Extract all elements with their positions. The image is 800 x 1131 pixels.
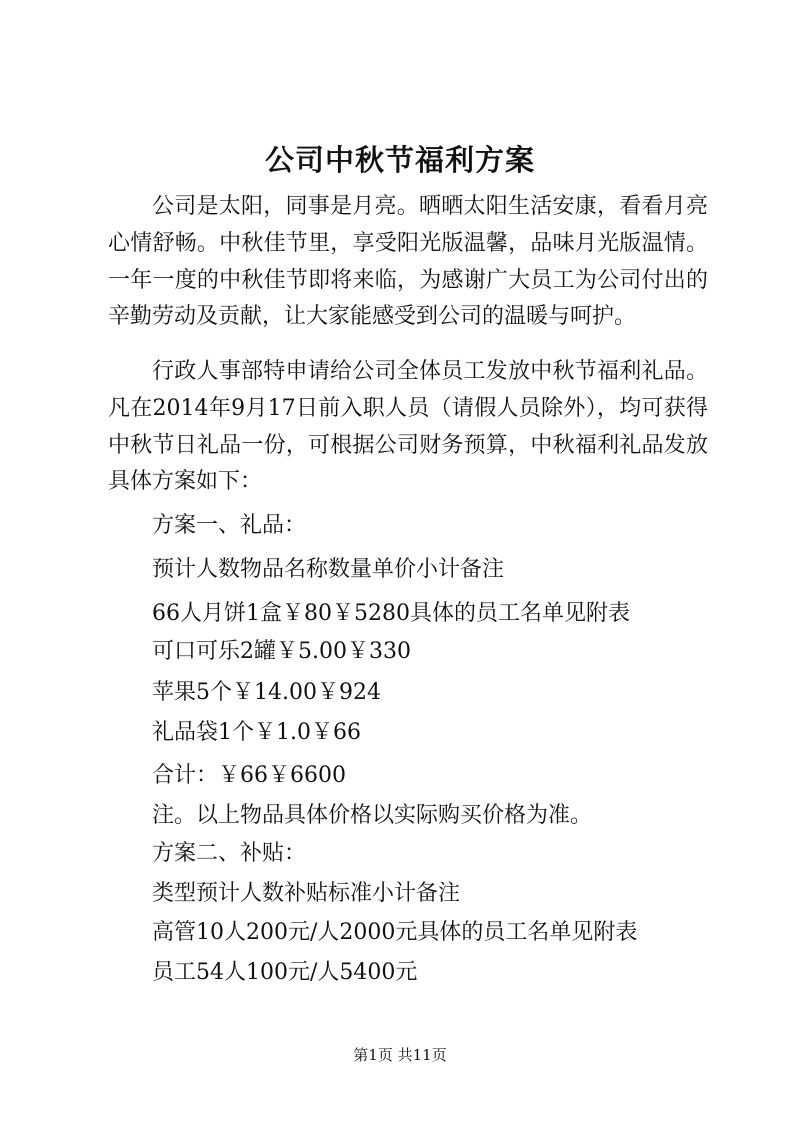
gift-row-bag: 礼品袋1个￥1.0￥66	[152, 720, 361, 745]
page-number: 第1页 共11页	[353, 1046, 447, 1064]
gift-total: 合计：￥66￥6600	[152, 763, 346, 788]
subsidy-row-executives: 高管10人200元/人2000元具体的员工名单见附表	[152, 920, 638, 945]
plan-two-heading: 方案二、补贴：	[152, 841, 307, 866]
subsidy-table-header: 类型预计人数补贴标准小计备注	[152, 881, 461, 906]
gift-row-cola: 可口可乐2罐￥5.00￥330	[152, 639, 411, 664]
gift-row-mooncake: 66人月饼1盒￥80￥5280具体的员工名单见附表	[152, 601, 630, 626]
gift-table-header: 预计人数物品名称数量单价小计备注	[152, 557, 505, 582]
gift-row-apple: 苹果5个￥14.00￥924	[152, 680, 381, 705]
document-title: 公司中秋节福利方案	[264, 143, 535, 177]
application-paragraph: 行政人事部特申请给公司全体员工发放中秋节福利礼品。凡在2014年9月17日前入职人员（请假人员除外），均可获得中秋节日礼品一份，可根据公司财务预算，中秋福利礼品发放具体方案如下：	[108, 359, 708, 495]
gift-note: 注。以上物品具体价格以实际购买价格为准。	[152, 803, 593, 828]
subsidy-row-staff: 员工54人100元/人5400元	[152, 960, 418, 985]
plan-one-heading: 方案一、礼品：	[152, 513, 307, 538]
intro-paragraph: 公司是太阳，同事是月亮。晒晒太阳生活安康，看看月亮心情舒畅。中秋佳节里，享受阳光版温馨，品味月光版温情。一年一度的中秋佳节即将来临，为感谢广大员工为公司付出的辛勤劳动及贡献，让大家能感受到公司的温暖与呵护。	[108, 194, 708, 330]
